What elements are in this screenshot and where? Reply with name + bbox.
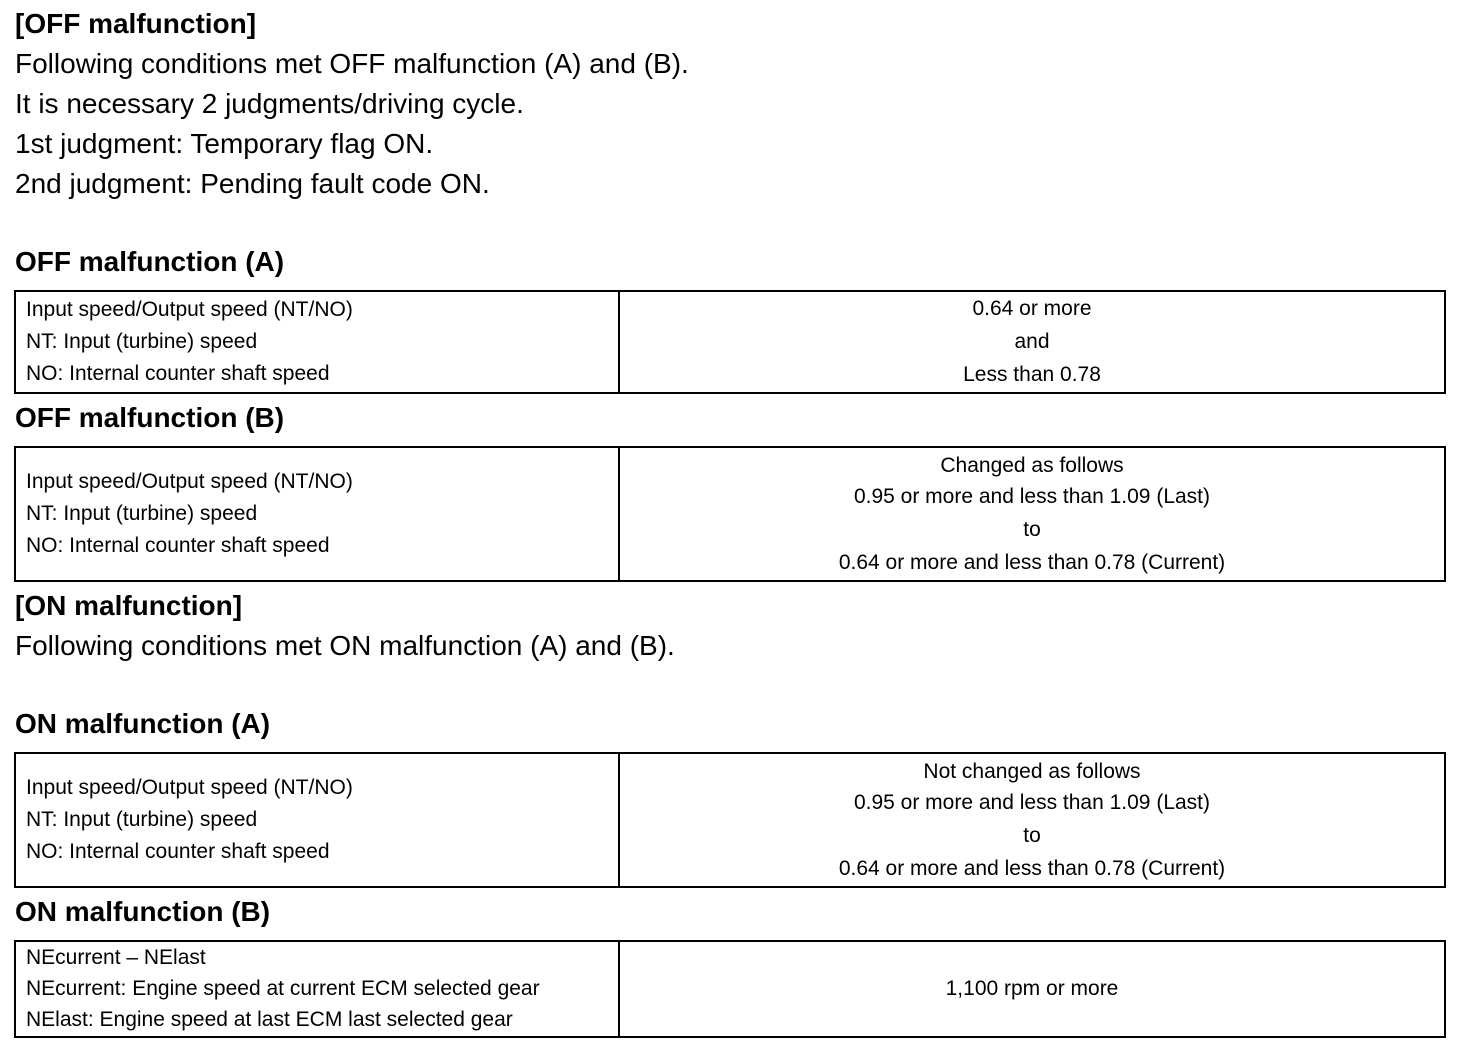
threshold-line: 1,100 rpm or more	[945, 977, 1119, 1000]
condition-line: NO: Internal counter shaft speed	[26, 840, 330, 863]
threshold-cell	[620, 292, 1444, 392]
condition-cell	[16, 448, 620, 580]
condition-line: Input speed/Output speed (NT/NO)	[26, 470, 353, 493]
off-intro-line: It is necessary 2 judgments/driving cycle.	[15, 88, 524, 119]
on-malfunction-heading: [ON malfunction]	[15, 590, 243, 621]
off-intro-line: 1st judgment: Temporary flag ON.	[15, 128, 434, 159]
threshold-cell	[620, 754, 1444, 886]
on-a-heading: ON malfunction (A)	[15, 708, 271, 739]
condition-line: NO: Internal counter shaft speed	[26, 534, 330, 557]
off-a-heading: OFF malfunction (A)	[15, 246, 285, 277]
off-malfunction-heading: [OFF malfunction]	[15, 8, 257, 39]
off-a-table	[14, 290, 1446, 394]
threshold-line: Changed as follows	[940, 453, 1124, 477]
condition-line: NO: Internal counter shaft speed	[26, 362, 330, 385]
threshold-line: 0.95 or more and less than 1.09 (Last)	[853, 790, 1211, 814]
off-b-table	[14, 446, 1446, 582]
on-intro-line: Following conditions met ON malfunction (A) and (B).	[15, 630, 675, 661]
condition-line: NT: Input (turbine) speed	[26, 502, 258, 525]
threshold-line: 0.64 or more and less than 0.78 (Current)	[838, 856, 1226, 880]
threshold-line: 0.95 or more and less than 1.09 (Last)	[853, 484, 1211, 508]
threshold-line: and	[1014, 330, 1050, 353]
condition-line: Input speed/Output speed (NT/NO)	[26, 298, 353, 321]
condition-line: NEcurrent – NElast	[26, 946, 206, 969]
on-b-heading: ON malfunction (B)	[15, 896, 271, 927]
condition-line: NT: Input (turbine) speed	[26, 330, 258, 353]
condition-line: Input speed/Output speed (NT/NO)	[26, 776, 353, 799]
threshold-line: Not changed as follows	[923, 759, 1141, 783]
condition-cell	[16, 292, 620, 392]
off-b-heading: OFF malfunction (B)	[15, 402, 285, 433]
threshold-cell	[620, 942, 1444, 1036]
threshold-line: Less than 0.78	[963, 363, 1101, 386]
condition-cell	[16, 942, 620, 1036]
on-b-table	[14, 940, 1446, 1038]
threshold-cell	[620, 448, 1444, 580]
threshold-line: 0.64 or more	[972, 297, 1092, 320]
condition-line: NElast: Engine speed at last ECM last selected gear	[26, 1008, 513, 1031]
off-intro-line: 2nd judgment: Pending fault code ON.	[15, 168, 490, 199]
condition-line: NEcurrent: Engine speed at current ECM selected gear	[26, 977, 540, 1000]
threshold-line: to	[1023, 517, 1041, 541]
condition-cell	[16, 754, 620, 886]
condition-line: NT: Input (turbine) speed	[26, 808, 258, 831]
threshold-line: 0.64 or more and less than 0.78 (Current)	[838, 550, 1226, 574]
threshold-line: to	[1023, 823, 1041, 847]
off-intro-line: Following conditions met OFF malfunction (A) and (B).	[15, 48, 689, 79]
on-a-table	[14, 752, 1446, 888]
